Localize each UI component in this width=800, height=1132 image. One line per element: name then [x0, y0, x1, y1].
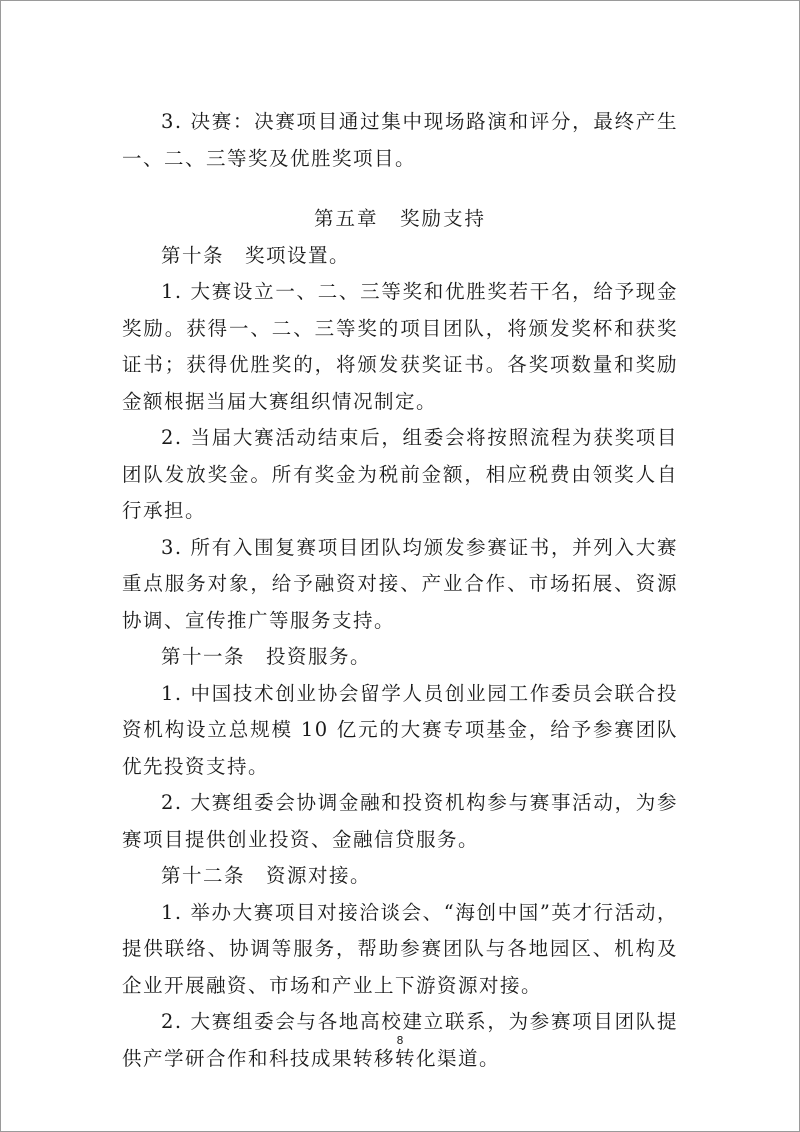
chapter-heading: 第五章 奖励支持 [313, 207, 486, 230]
paragraph-investment-2: 2. 大赛组委会协调金融和投资机构参与赛事活动，为参赛项目提供创业投资、金融信贷服务。 [122, 791, 678, 851]
page-number: 8 [396, 1034, 404, 1047]
article-12-title: 第十二条 资源对接。 [161, 864, 372, 887]
article-10-title: 第十条 奖项设置。 [161, 243, 351, 267]
paragraph-investment-1: 1. 中国技术创业协会留学人员创业园工作委员会联合投资机构设立总规模 10 亿元的大赛专项基金，给予参赛团队优先投资支持。 [122, 681, 678, 778]
paragraph-award-1: 1. 大赛设立一、二、三等奖和优胜奖若干名，给予现金奖励。获得一、二、三等奖的项目团队，将颁发奖杯和获奖证书；获得优胜奖的，将颁发获奖证书。各奖项数量和奖励金额根据当届大赛组织情况制定。 [122, 280, 678, 413]
paragraph-resource-1: 1. 举办大赛项目对接洽谈会、“海创中国”英才行活动，提供联络、协调等服务，帮助参赛团队与各地园区、机构及企业开展融资、市场和产业上下游资源对接。 [122, 900, 678, 997]
paragraph-resource-2: 2. 大赛组委会与各地高校建立联系，为参赛项目团队提供产学研合作和科技成果转移转化渠道。 [122, 1010, 678, 1070]
paragraph-award-2: 2. 当届大赛活动结束后，组委会将按照流程为获奖项目团队发放奖金。所有奖金为税前金额，相应税费由领奖人自行承担。 [122, 426, 678, 522]
document-body [122, 104, 678, 1077]
article-11-title: 第十一条 投资服务。 [161, 645, 372, 668]
paragraph-final-round: 3. 决赛：决赛项目通过集中现场路演和评分，最终产生一、二、三等奖及优胜奖项目。 [122, 110, 678, 170]
paragraph-award-3: 3. 所有入围复赛项目团队均颁发参赛证书，并列入大赛重点服务对象，给予融资对接、产业合作、市场拓展、资源协调、宣传推广等服务支持。 [122, 535, 678, 632]
